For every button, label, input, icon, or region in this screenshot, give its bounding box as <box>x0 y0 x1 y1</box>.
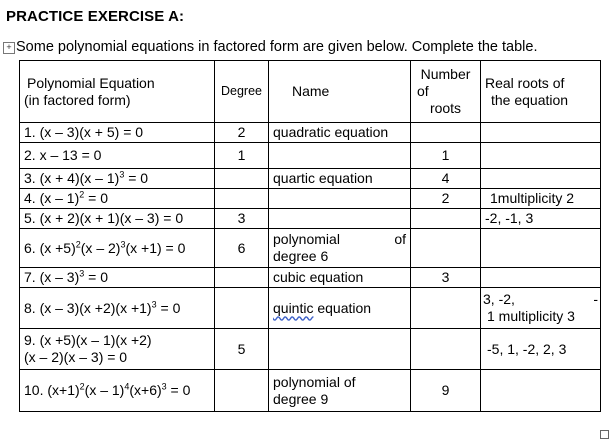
cell-name[interactable]: cubic equation <box>269 268 411 288</box>
cell-real-roots[interactable] <box>481 229 601 268</box>
cell-equation: 4. (x – 1)$^2$ = 0 <box>20 189 215 209</box>
header-number-of-roots: Number of roots <box>411 61 481 123</box>
table-row <box>20 370 601 412</box>
cell-degree[interactable]: 1 <box>215 143 269 169</box>
cell-degree[interactable] <box>215 169 269 189</box>
cell-name[interactable] <box>269 209 411 229</box>
spellcheck-word: quintic <box>273 299 314 316</box>
table-row <box>20 329 601 370</box>
cell-real-roots[interactable] <box>481 143 601 169</box>
cell-roots[interactable] <box>411 329 481 370</box>
table-resize-handle[interactable] <box>600 430 609 439</box>
table-row <box>20 169 601 189</box>
cell-degree[interactable] <box>215 370 269 412</box>
cell-real-roots[interactable]: -5, 1, -2, 2, 3 <box>481 329 601 370</box>
cell-equation: 3. (x + 4)(x – 1)$^3$ = 0 <box>20 169 215 189</box>
cell-equation: 1. (x – 3)(x + 5) = 0 <box>20 123 215 143</box>
table-row <box>20 209 601 229</box>
header-degree: Degree <box>215 61 269 123</box>
header-real-roots: Real roots of the equation <box>481 61 601 123</box>
cell-degree[interactable] <box>215 268 269 288</box>
cell-name[interactable] <box>269 143 411 169</box>
cell-degree[interactable] <box>215 189 269 209</box>
cell-real-roots[interactable] <box>481 268 601 288</box>
table-header-row <box>20 61 601 123</box>
cell-name[interactable] <box>269 189 411 209</box>
cell-equation: 9. (x +5)(x – 1)(x +2) (x – 2)(x – 3) = 0 <box>20 329 215 370</box>
cell-name[interactable]: quadratic equation <box>269 123 411 143</box>
table-row <box>20 268 601 288</box>
cell-equation: 8. $(x - 3)(x +2)(x +1)^3 = 0$ <box>20 288 215 329</box>
cell-roots[interactable] <box>411 123 481 143</box>
cell-name[interactable]: quintic equation <box>269 288 411 329</box>
header-name: Name <box>269 61 411 123</box>
cell-real-roots[interactable]: -2, -1, 3 <box>481 209 601 229</box>
cell-roots[interactable]: 3 <box>411 268 481 288</box>
cell-roots[interactable]: 1 <box>411 143 481 169</box>
table-row <box>20 288 601 329</box>
cell-roots[interactable] <box>411 229 481 268</box>
cell-equation: 5. (x + 2)(x + 1)(x – 3) = 0 <box>20 209 215 229</box>
table-row <box>20 143 601 169</box>
cell-degree[interactable]: 5 <box>215 329 269 370</box>
cell-equation: 6. $(x +5)^2(x - 2)^3(x +1) = 0$ <box>20 229 215 268</box>
cell-name[interactable]: quartic equation <box>269 169 411 189</box>
move-table-icon[interactable]: + <box>3 42 15 54</box>
cell-real-roots[interactable]: 1multiplicity 2 <box>481 189 601 209</box>
polynomial-table <box>19 60 601 412</box>
instructions: Some polynomial equations in factored form are given below. Complete the table. <box>16 39 538 55</box>
cell-equation: 2. x – 13 = 0 <box>20 143 215 169</box>
cell-real-roots[interactable] <box>481 169 601 189</box>
cell-degree[interactable] <box>215 288 269 329</box>
cell-degree[interactable]: 6 <box>215 229 269 268</box>
table-row <box>20 229 601 268</box>
cell-real-roots[interactable] <box>481 123 601 143</box>
cell-roots[interactable]: 2 <box>411 189 481 209</box>
cell-degree[interactable]: 2 <box>215 123 269 143</box>
cell-roots[interactable] <box>411 209 481 229</box>
cell-roots[interactable] <box>411 288 481 329</box>
cell-roots[interactable]: 4 <box>411 169 481 189</box>
cell-name[interactable]: polynomial of degree 6 <box>269 229 411 268</box>
cell-degree[interactable]: 3 <box>215 209 269 229</box>
page-title: PRACTICE EXERCISE A: <box>6 8 185 25</box>
cell-name[interactable]: polynomial of degree 9 <box>269 370 411 412</box>
table-row <box>20 189 601 209</box>
cell-equation: 10. $(x+1)^2(x - 1)^4(x+6)^3 = 0$ <box>20 370 215 412</box>
cell-real-roots[interactable]: 3, -2, - 1 multiplicity 3 <box>481 288 601 329</box>
table-row <box>20 123 601 143</box>
cell-equation: 7. (x – 3)$^3$ = 0 <box>20 268 215 288</box>
cell-name[interactable] <box>269 329 411 370</box>
cell-roots[interactable]: 9 <box>411 370 481 412</box>
cell-real-roots[interactable] <box>481 370 601 412</box>
header-equation: Polynomial Equation (in factored form) <box>20 61 215 123</box>
